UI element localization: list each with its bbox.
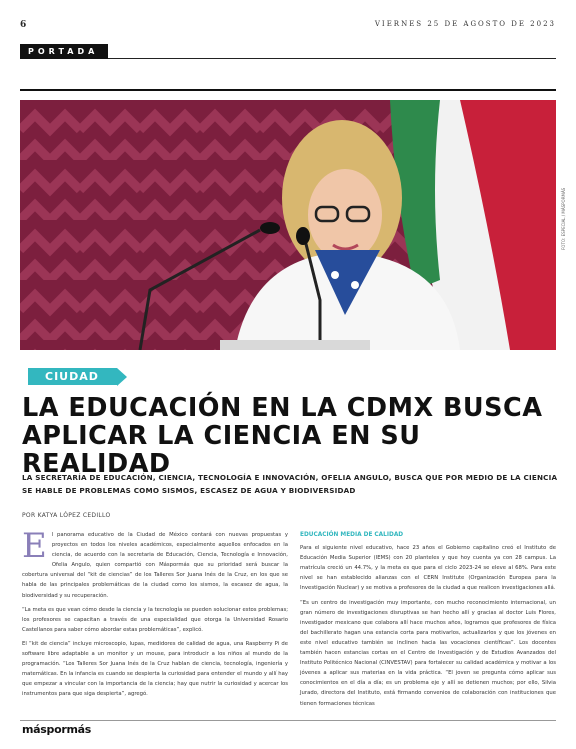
issue-date: VIERNES 25 DE AGOSTO DE 2023	[374, 20, 556, 28]
page-number: 6	[20, 20, 27, 30]
photo-credit: FOTO: ESPECIAL / MÁSPORMÁS	[561, 187, 566, 250]
press-conference-image	[20, 100, 556, 350]
paragraph: Para el siguiente nivel educativo, hace 23 años el Gobierno capitalino creó el Instituto de Educación Media Superior (IEMS) con 20 planteles y que hoy cuenta ya con 28 campus. La matrícula creció un 44.7%, y la meta es que para el ciclo 2023-24 se eleve al 68%. Para este nivel se han establecido alianzas con el CERN Institute (Organización Europea para la Investigación Nuclear) y se motiva a profesores de la ciudad a que realicen investigaciones allá.	[300, 545, 556, 592]
section-label: PORTADA	[20, 44, 108, 59]
category-tag	[28, 365, 117, 385]
footer-divider	[20, 720, 556, 721]
paragraph: l panorama educativo de la Ciudad de México contará con nuevas propuestas y proyectos en todos los niveles académicos, especialmente aquellos enfocados en la ciencia, de acuerdo con la secretaria de Educación, Ciencia, Tecnología e Innovación, Ofelia Angulo, quien compartió con Máspormás que su prioridad será buscar la cobertura universal del “kit de ciencias” de los Talleres Sor Juana Inés de la Cruz, en los que se habla de las principales problemáticas de la ciudad como los sismos, la escasez de agua, la biodiversidad y su recuperación.	[22, 532, 288, 599]
paragraph: “Es un centro de investigación muy importante, con mucho reconocimiento internacional, un gran número de investigaciones disruptivas se han hecho allí y gracias al doctor Luis Flores, investigador mexicano que colabora allí hace muchos años, logramos que profesores de física del bachillerato hagan una estancia corta para motivarlos, actualizarlos y que los jóvenes en este nivel educativo también se inclinen hacia las vocaciones científicas”. Los docentes también hacen estancias cortas en el Centro de Investigación y de Estudios Avanzados del Instituto Politécnico Nacional (CINVESTAV) para fortalecer su calidad académica y motivar a los jóvenes a aplicar sus materias en la vida práctica. “El joven se pregunta cómo aplicar sus conocimientos en el día a día; es un problema eje y allí se detienen muchos; por ello, Silvia Jurado, directora del Instituto, está firmando convenios de colaboración con instituciones que tienen formaciones técnicas	[300, 599, 556, 707]
headline: LA EDUCACIÓN EN LA CDMX BUSCA APLICAR LA CIENCIA EN SU REALIDAD	[22, 393, 543, 479]
deck: LA SECRETARÍA DE EDUCACIÓN, CIENCIA, TECNOLOGÍA E INNOVACIÓN, OFELIA ANGULO, BUSCA QUE POR MEDIO DE LA CIENCIA SE HABLE DE PROBLEMAS COMO SISMOS, ESCASEZ DE AGUA Y BIODIVERSIDAD	[22, 473, 558, 495]
brand-logo: máspormás	[22, 723, 92, 736]
paragraph: “La meta es que vean cómo desde la ciencia y la tecnología se pueden solucionar estos problemas; los profesores se capacitan a través de una especialidad que otorga la Universidad Rosario Castellanos para saber cómo abordar estas problemáticas”, explicó.	[22, 606, 288, 633]
byline: POR KATYA LÓPEZ CEDILLO	[22, 512, 111, 519]
column-2	[300, 530, 556, 713]
column-1	[22, 526, 288, 704]
article-photo	[20, 100, 556, 350]
subhead: EDUCACIÓN MEDIA DE CALIDAD	[300, 532, 404, 538]
drop-cap: E	[22, 526, 47, 566]
header-divider	[20, 89, 556, 91]
category-label: CIUDAD	[28, 368, 117, 385]
paragraph: El “kit de ciencia” incluye microscopio, lupas, medidores de calidad de agua, una Raspberry Pi de software libre adaptable a un monitor y un mouse, para introducir a los niños al mundo de la programación. “Los Talleres Sor Juana Inés de la Cruz hablan de ciencia, tecnología, ingeniería y matemáticas. En la infancia es cuando se despierta la curiosidad para entender el mundo y allí hay que empezar a vincular con la importancia de la ciencia; hay que nutrir la curiosidad y acercar los instrumentos para que siga despierta”, agregó.	[22, 640, 288, 698]
